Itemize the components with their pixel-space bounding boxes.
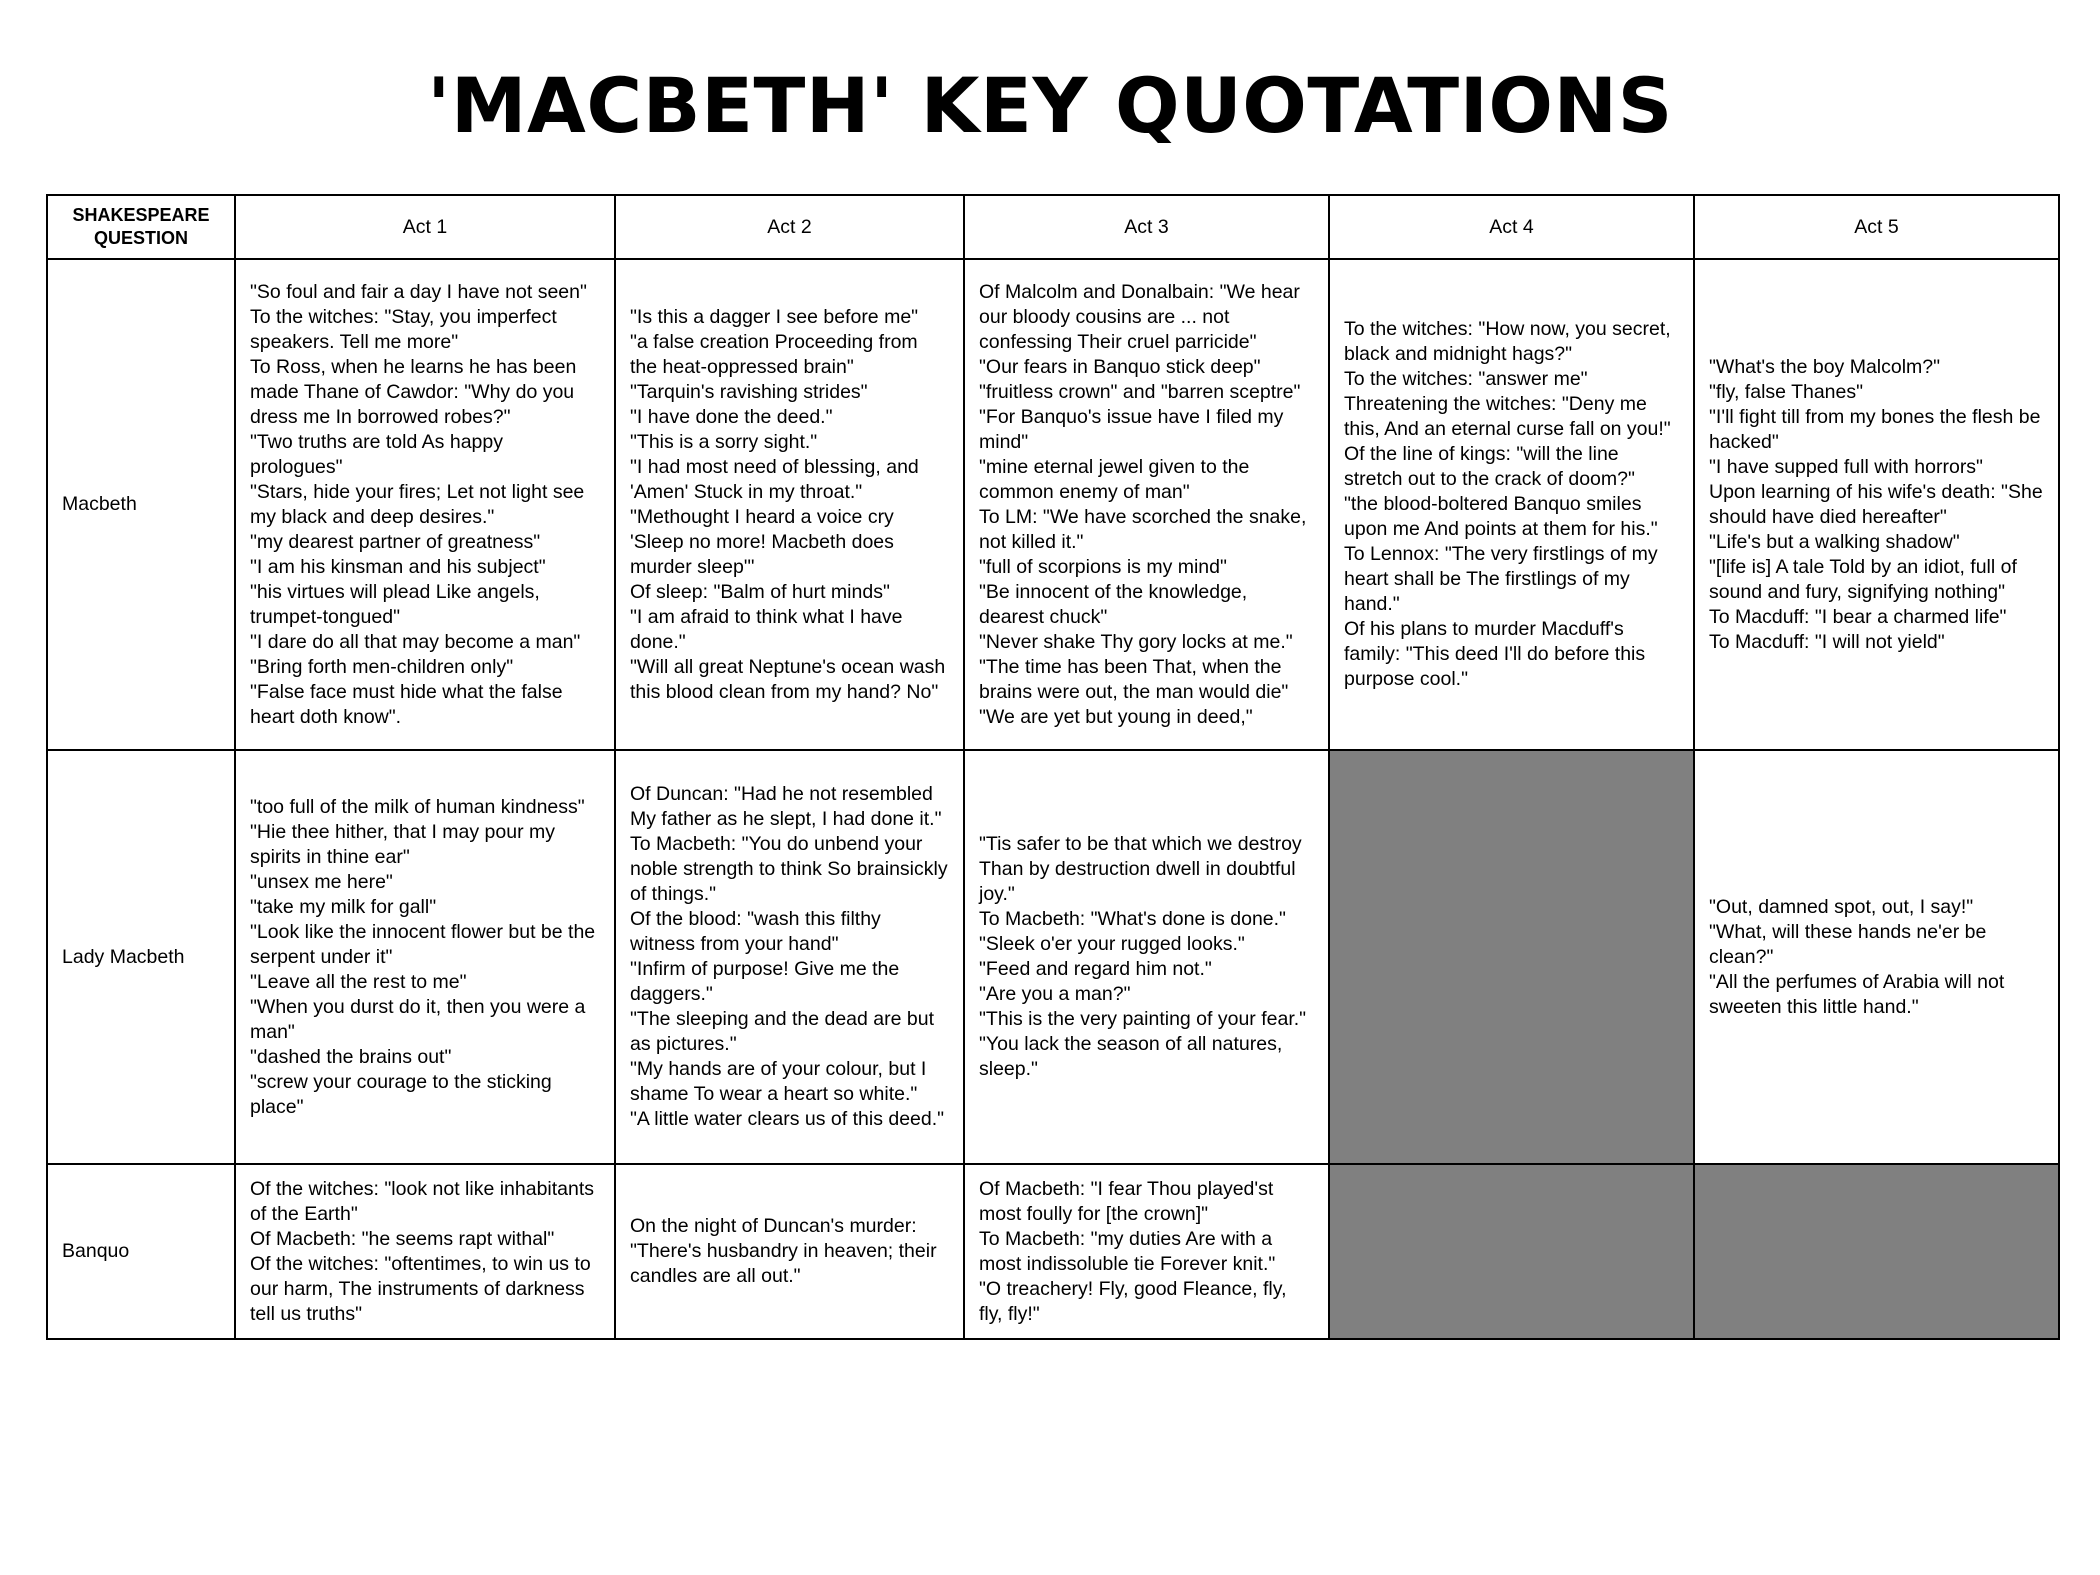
quotation: "I had most need of blessing, and 'Amen' Stuck in my throat." [630, 455, 919, 503]
quotation: To the witches: "answer me" [1344, 368, 1588, 390]
quote-cell [1329, 259, 1694, 750]
quotation: To the witches: "Stay, you imperfect speakers. Tell me more" [250, 305, 557, 353]
quotation: "take my milk for gall" [250, 895, 437, 918]
quotation: "I am afraid to think what I have done." [630, 605, 903, 653]
quotation: "Hie thee hither, that I may pour my spirits in thine ear" [250, 820, 555, 868]
quotation: To Macduff: "I bear a charmed life" [1709, 605, 2007, 628]
quotation: "I have done the deed." [630, 405, 833, 428]
quotation: To Macbeth: "You do unbend your noble strength to think So brainsickly of things." [630, 833, 948, 905]
quotations-table [46, 194, 2060, 1340]
row-header-banquo: Banquo [47, 1164, 235, 1339]
row-header-macbeth: Macbeth [47, 259, 235, 750]
quote-cell [235, 1164, 615, 1339]
quotation: "O treachery! Fly, good Fleance, fly, fly, fly!" [979, 1277, 1287, 1325]
quotation: Of Macbeth: "I fear Thou played'st most foully for [the crown]" [979, 1177, 1274, 1225]
quotation: "This is the very painting of your fear." [979, 1008, 1307, 1030]
quote-cell [235, 259, 615, 750]
quotation: "I'll fight till from my bones the flesh be hacked" [1709, 405, 2041, 453]
quotation: Of Macbeth: "he seems rapt withal" [250, 1227, 555, 1250]
quotation: "Are you a man?" [979, 983, 1131, 1005]
quotation: "mine eternal jewel given to the common enemy of man" [979, 455, 1250, 503]
empty-cell [1329, 1164, 1694, 1339]
quotation: "dashed the brains out" [250, 1045, 452, 1068]
quotation: "False face must hide what the false heart doth know". [250, 680, 563, 728]
column-header-act-1: Act 1 [235, 195, 615, 259]
quotation: "Will all great Neptune's ocean wash this blood clean from my hand? No" [630, 655, 946, 703]
quote-cell [964, 1164, 1329, 1339]
quote-cell [235, 750, 615, 1164]
quotation: "So foul and fair a day I have not seen" [250, 280, 587, 303]
quotation: Of the witches: "oftentimes, to win us to our harm, The instruments of darkness tell us truths" [250, 1252, 591, 1325]
quotation: Of sleep: "Balm of hurt minds" [630, 580, 890, 603]
quotation: "My hands are of your colour, but I shame To wear a heart so white." [630, 1058, 927, 1105]
quote-cell [615, 1164, 964, 1339]
quotation: "Be innocent of the knowledge, dearest chuck" [979, 580, 1248, 628]
quotation: "Tis safer to be that which we destroy Than by destruction dwell in doubtful joy." [979, 833, 1302, 905]
quotation: On the night of Duncan's murder: "There's husbandry in heaven; their candles are all out." [630, 1215, 937, 1287]
quotation: "Tarquin's ravishing strides" [630, 380, 868, 403]
quotation: "Our fears in Banquo stick deep" [979, 355, 1261, 378]
quotation: "Sleek o'er your rugged looks." [979, 933, 1245, 955]
quotation: To the witches: "How now, you secret, black and midnight hags?" [1344, 318, 1671, 365]
empty-cell [1694, 1164, 2059, 1339]
quotation: Of the line of kings: "will the line stretch out to the crack of doom?" [1344, 443, 1635, 490]
quotation: "Never shake Thy gory locks at me." [979, 630, 1293, 653]
quotation: Of the blood: "wash this filthy witness from your hand" [630, 908, 881, 955]
quotation: "Life's but a walking shadow" [1709, 530, 1960, 553]
quotation: "Is this a dagger I see before me" [630, 305, 919, 328]
quotation: "fly, false Thanes" [1709, 380, 1864, 403]
column-header-act-3: Act 3 [964, 195, 1329, 259]
quote-cell [615, 750, 964, 1164]
empty-cell [1329, 750, 1694, 1164]
column-header-act-4: Act 4 [1329, 195, 1694, 259]
quotation: "What, will these hands ne'er be clean?" [1709, 920, 1987, 968]
quotation: "Stars, hide your fires; Let not light see my black and deep desires." [250, 480, 585, 528]
quotation: To LM: "We have scorched the snake, not killed it." [979, 505, 1307, 553]
quotation: "the blood-boltered Banquo smiles upon me And points at them for his." [1344, 493, 1658, 540]
table-row-macbeth [47, 259, 2059, 750]
quotation: "screw your courage to the sticking place" [250, 1070, 552, 1118]
column-header-act-5: Act 5 [1694, 195, 2059, 259]
quotation: "A little water clears us of this deed." [630, 1108, 945, 1130]
quotation: "I have supped full with horrors" [1709, 455, 1983, 478]
quotation: Threatening the witches: "Deny me this, And an eternal curse fall on you!" [1344, 393, 1671, 440]
header-row [47, 195, 2059, 259]
quote-cell [964, 259, 1329, 750]
quotation: To Macbeth: "my duties Are with a most indissoluble tie Forever knit." [979, 1227, 1276, 1275]
quotation: Of Duncan: "Had he not resembled My father as he slept, I had done it." [630, 783, 942, 830]
quotation: Of Malcolm and Donalbain: "We hear our bloody cousins are ... not confessing Their cruel parricide" [979, 280, 1300, 353]
quotation: "a false creation Proceeding from the heat-oppressed brain" [630, 330, 918, 378]
quotation: "Bring forth men-children only" [250, 655, 514, 678]
quotation: "When you durst do it, then you were a man" [250, 995, 586, 1043]
quotation: "unsex me here" [250, 870, 393, 893]
quotation: "Out, damned spot, out, I say!" [1709, 895, 1974, 918]
quotation: "I dare do all that may become a man" [250, 630, 581, 653]
quotation: "For Banquo's issue have I filed my mind" [979, 405, 1284, 453]
quotation: "You lack the season of all natures, sleep." [979, 1033, 1283, 1080]
quote-cell [1694, 750, 2059, 1164]
quotation: "Infirm of purpose! Give me the daggers." [630, 958, 900, 1005]
quotation: "I am his kinsman and his subject" [250, 555, 546, 578]
quotation: "Look like the innocent flower but be the serpent under it" [250, 920, 596, 968]
quotation: "All the perfumes of Arabia will not sweeten this little hand." [1709, 970, 2005, 1018]
quote-cell [615, 259, 964, 750]
quotation: "too full of the milk of human kindness" [250, 795, 585, 818]
quotation: "his virtues will plead Like angels, trumpet-tongued" [250, 580, 540, 628]
quotation: "fruitless crown" and "barren sceptre" [979, 380, 1301, 403]
quotation: "The sleeping and the dead are but as pictures." [630, 1008, 934, 1055]
quotation: "[life is] A tale Told by an idiot, full of sound and fury, signifying nothing" [1709, 555, 2017, 603]
quotation: To Lennox: "The very firstlings of my heart shall be The firstlings of my hand." [1344, 543, 1658, 615]
quotation: "The time has been That, when the brains were out, the man would die" [979, 655, 1289, 703]
row-header-lady-macbeth: Lady Macbeth [47, 750, 235, 1164]
quotation: "Leave all the rest to me" [250, 970, 467, 993]
page-title: 'MACBETH' KEY QUOTATIONS [427, 61, 1673, 150]
quotation: To Macduff: "I will not yield" [1709, 630, 1945, 653]
quotation: "Methought I heard a voice cry 'Sleep no more! Macbeth does murder sleep'" [630, 505, 894, 578]
quotation: "Two truths are told As happy prologues" [250, 430, 503, 478]
quotation: "What's the boy Malcolm?" [1709, 355, 1941, 378]
quotation: Of his plans to murder Macduff's family: "This deed I'll do before this purpose cool." [1344, 618, 1646, 690]
table-row-lady-macbeth [47, 750, 2059, 1164]
quote-cell [964, 750, 1329, 1164]
quotation: Of the witches: "look not like inhabitants of the Earth" [250, 1177, 595, 1225]
quotation: Upon learning of his wife's death: "She should have died hereafter" [1709, 480, 2043, 528]
quotation: To Ross, when he learns he has been made Thane of Cawdor: "Why do you dress me In borrowed robes?" [250, 355, 577, 428]
table-row-banquo [47, 1164, 2059, 1339]
quotation: "Feed and regard him not." [979, 958, 1212, 980]
quotation: "my dearest partner of greatness" [250, 530, 541, 553]
quotation: To Macbeth: "What's done is done." [979, 908, 1286, 930]
corner-header: SHAKESPEARE QUESTION [47, 195, 235, 259]
quotation: "This is a sorry sight." [630, 430, 818, 453]
column-header-act-2: Act 2 [615, 195, 964, 259]
quotation: "full of scorpions is my mind" [979, 555, 1227, 578]
quotation: "We are yet but young in deed," [979, 705, 1253, 728]
quote-cell [1694, 259, 2059, 750]
